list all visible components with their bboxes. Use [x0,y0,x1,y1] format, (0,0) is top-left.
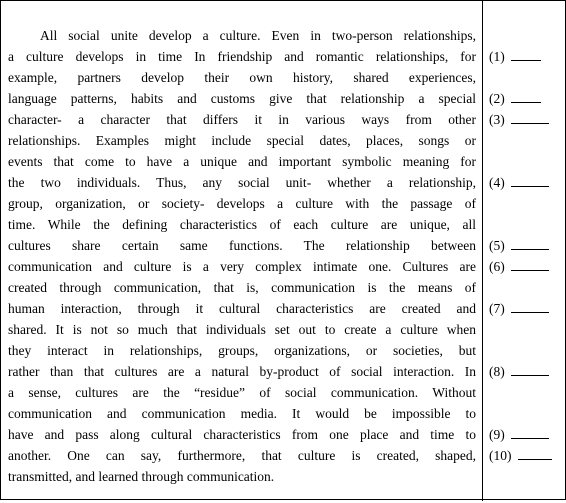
answer-blank[interactable] [489,109,561,130]
passage-line: the two individuals. Thus, any social unit- whether a relationship, [8,175,476,190]
passage-line: time. While the defining characteristics of each culture are unique, all [8,217,476,232]
passage-line: shared. It is not so much that individuals set out to create a culture when [8,322,476,337]
answer-line[interactable] [511,361,549,376]
passage-line: events that come to have a unique and important symbolic meaning for [8,154,476,169]
passage-line: transmitted, and learned through communication. [8,469,275,484]
answer-number: (1) [489,49,505,64]
passage-line: communication and communication media. It would be impossible to [8,406,476,421]
answer-number: (6) [489,259,505,274]
answer-line[interactable] [511,109,549,124]
answer-number: (10) [489,448,512,463]
passage-line: a culture develops in time In friendship and romantic relationships, for [8,49,476,64]
passage-line: they interact in relationships, groups, organizations, or societies, but [8,343,476,358]
answer-blank[interactable] [489,172,561,193]
passage-line: relationships. Examples might include special dates, places, songs or [8,133,476,148]
answer-line[interactable] [511,46,541,61]
passage-line: example, partners develop their own history, shared experiences, [8,70,476,85]
answer-number: (8) [489,364,505,379]
answer-number: (7) [489,301,505,316]
answer-number: (5) [489,238,505,253]
answer-line[interactable] [511,424,549,439]
answer-blank[interactable] [489,88,561,109]
passage-line: language patterns, habits and customs give that relationship a special [8,91,476,106]
answer-line[interactable] [518,445,552,460]
answer-blank[interactable] [489,445,561,466]
answer-number: (3) [489,112,505,127]
answer-blank[interactable] [489,424,561,445]
answer-number: (2) [489,91,505,106]
passage-line: cultures share certain same functions. The relationship between [8,238,476,253]
answer-line[interactable] [511,172,549,187]
passage-line: communication and culture is a very complex intimate one. Cultures are [8,259,476,274]
answer-line[interactable] [511,88,541,103]
passage-line: have and pass along cultural characteristics from one place and time to [8,427,476,442]
passage-line: created through communication, that is, communication is the means of [8,280,476,295]
answer-line[interactable] [511,235,549,250]
passage-line: human interaction, through it cultural characteristics are created and [8,301,476,316]
answer-line[interactable] [511,298,549,313]
answer-blank[interactable] [489,235,561,256]
column-divider [482,1,483,501]
passage-line: another. One can say, furthermore, that culture is created, shaped, [8,448,476,463]
passage-line: rather than that cultures are a natural by-product of social interaction. In [8,364,476,379]
passage-line: character- a character that differs it in various ways from other [8,112,476,127]
passage-line: a sense, cultures are the “residue” of social communication. Without [8,385,476,400]
answer-blank[interactable] [489,46,561,67]
passage-line: All social unite develop a culture. Even in two-person relationships, [40,28,476,43]
answer-number: (4) [489,175,505,190]
answer-number: (9) [489,427,505,442]
passage-line: group, organization, or society- develops a culture with the passage of [8,196,476,211]
answer-blank[interactable] [489,298,561,319]
answer-blank[interactable] [489,256,561,277]
answer-blank[interactable] [489,361,561,382]
answer-line[interactable] [511,256,549,271]
